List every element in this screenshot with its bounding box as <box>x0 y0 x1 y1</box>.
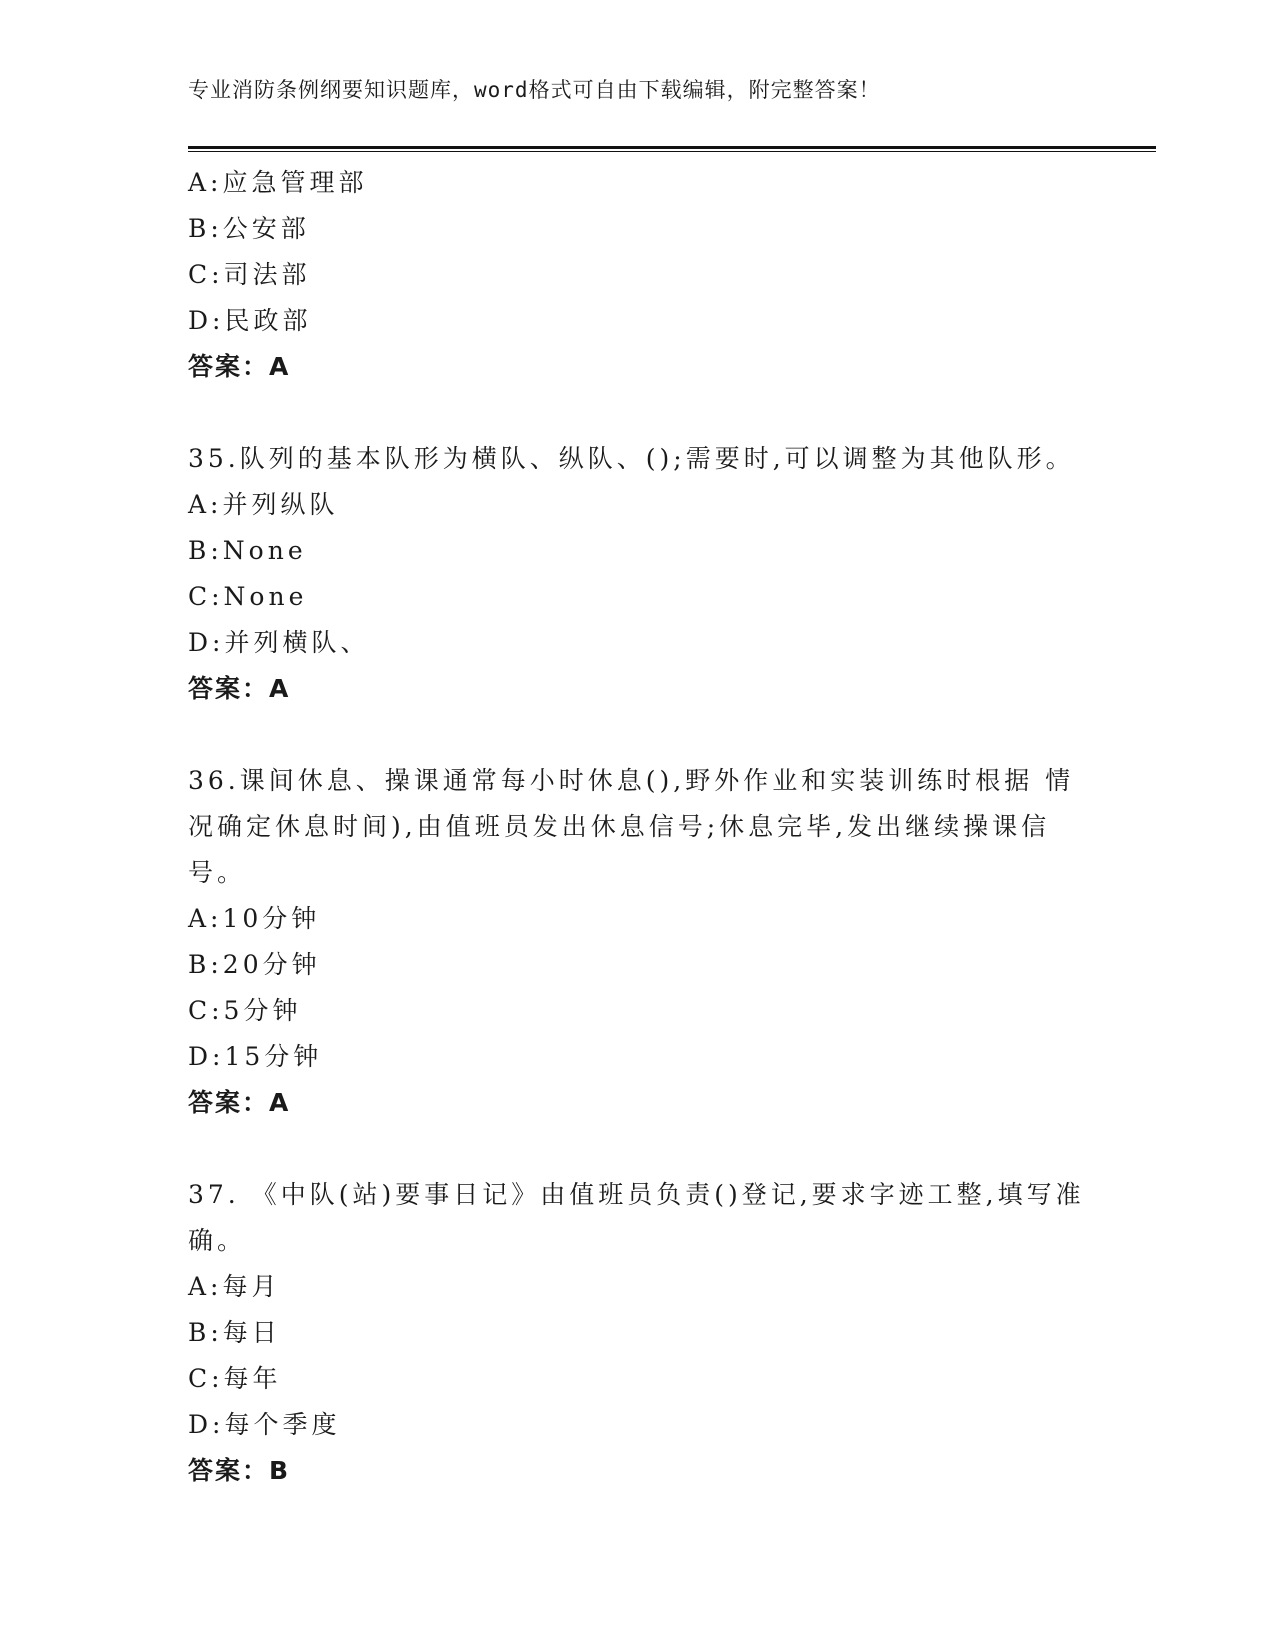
option-b: B:None <box>188 536 307 565</box>
header-rule-thick <box>188 146 1156 149</box>
option-a: A:10分钟 <box>188 904 321 933</box>
option-b: B:公安部 <box>188 214 310 243</box>
option-c: C:5分钟 <box>188 996 302 1025</box>
question-stem: 37. 《中队(站)要事日记》由值班员负责()登记,要求字迹工整,填写准确。 <box>188 1180 1085 1255</box>
spacer <box>188 390 1088 436</box>
question-stem: 36.课间休息、操课通常每小时休息(),野外作业和实装训练时根据 情况确定休息时间),由值班员发出休息信号;休息完毕,发出继续操课信号。 <box>188 766 1075 887</box>
spacer <box>188 1126 1088 1172</box>
option-c: C:每年 <box>188 1364 282 1393</box>
option-a: A:应急管理部 <box>188 168 368 197</box>
option-a: A:并列纵队 <box>188 490 339 519</box>
spacer <box>188 712 1088 758</box>
option-b: B:20分钟 <box>188 950 321 979</box>
option-d: D:民政部 <box>188 306 312 335</box>
option-d: D:并列横队、 <box>188 628 370 657</box>
answer-key: 答案：B <box>188 1456 291 1485</box>
header-rule-thin <box>188 151 1156 152</box>
question-37 <box>188 1172 1088 1494</box>
answer-key: 答案：A <box>188 674 291 703</box>
option-a: A:每月 <box>188 1272 281 1301</box>
page-header-title: 专业消防条例纲要知识题库，word格式可自由下载编辑，附完整答案！ <box>188 78 881 102</box>
option-d: D:每个季度 <box>188 1410 341 1439</box>
answer-key: 答案：A <box>188 352 291 381</box>
option-b: B:每日 <box>188 1318 281 1347</box>
option-c: C:None <box>188 582 308 611</box>
question-34 <box>188 160 1088 390</box>
question-list <box>188 160 1088 1494</box>
question-stem: 35.队列的基本队形为横队、纵队、();需要时,可以调整为其他队形。 <box>188 444 1075 473</box>
option-c: C:司法部 <box>188 260 311 289</box>
answer-key: 答案：A <box>188 1088 291 1117</box>
question-36 <box>188 758 1088 1126</box>
option-d: D:15分钟 <box>188 1042 323 1071</box>
question-35 <box>188 436 1088 712</box>
